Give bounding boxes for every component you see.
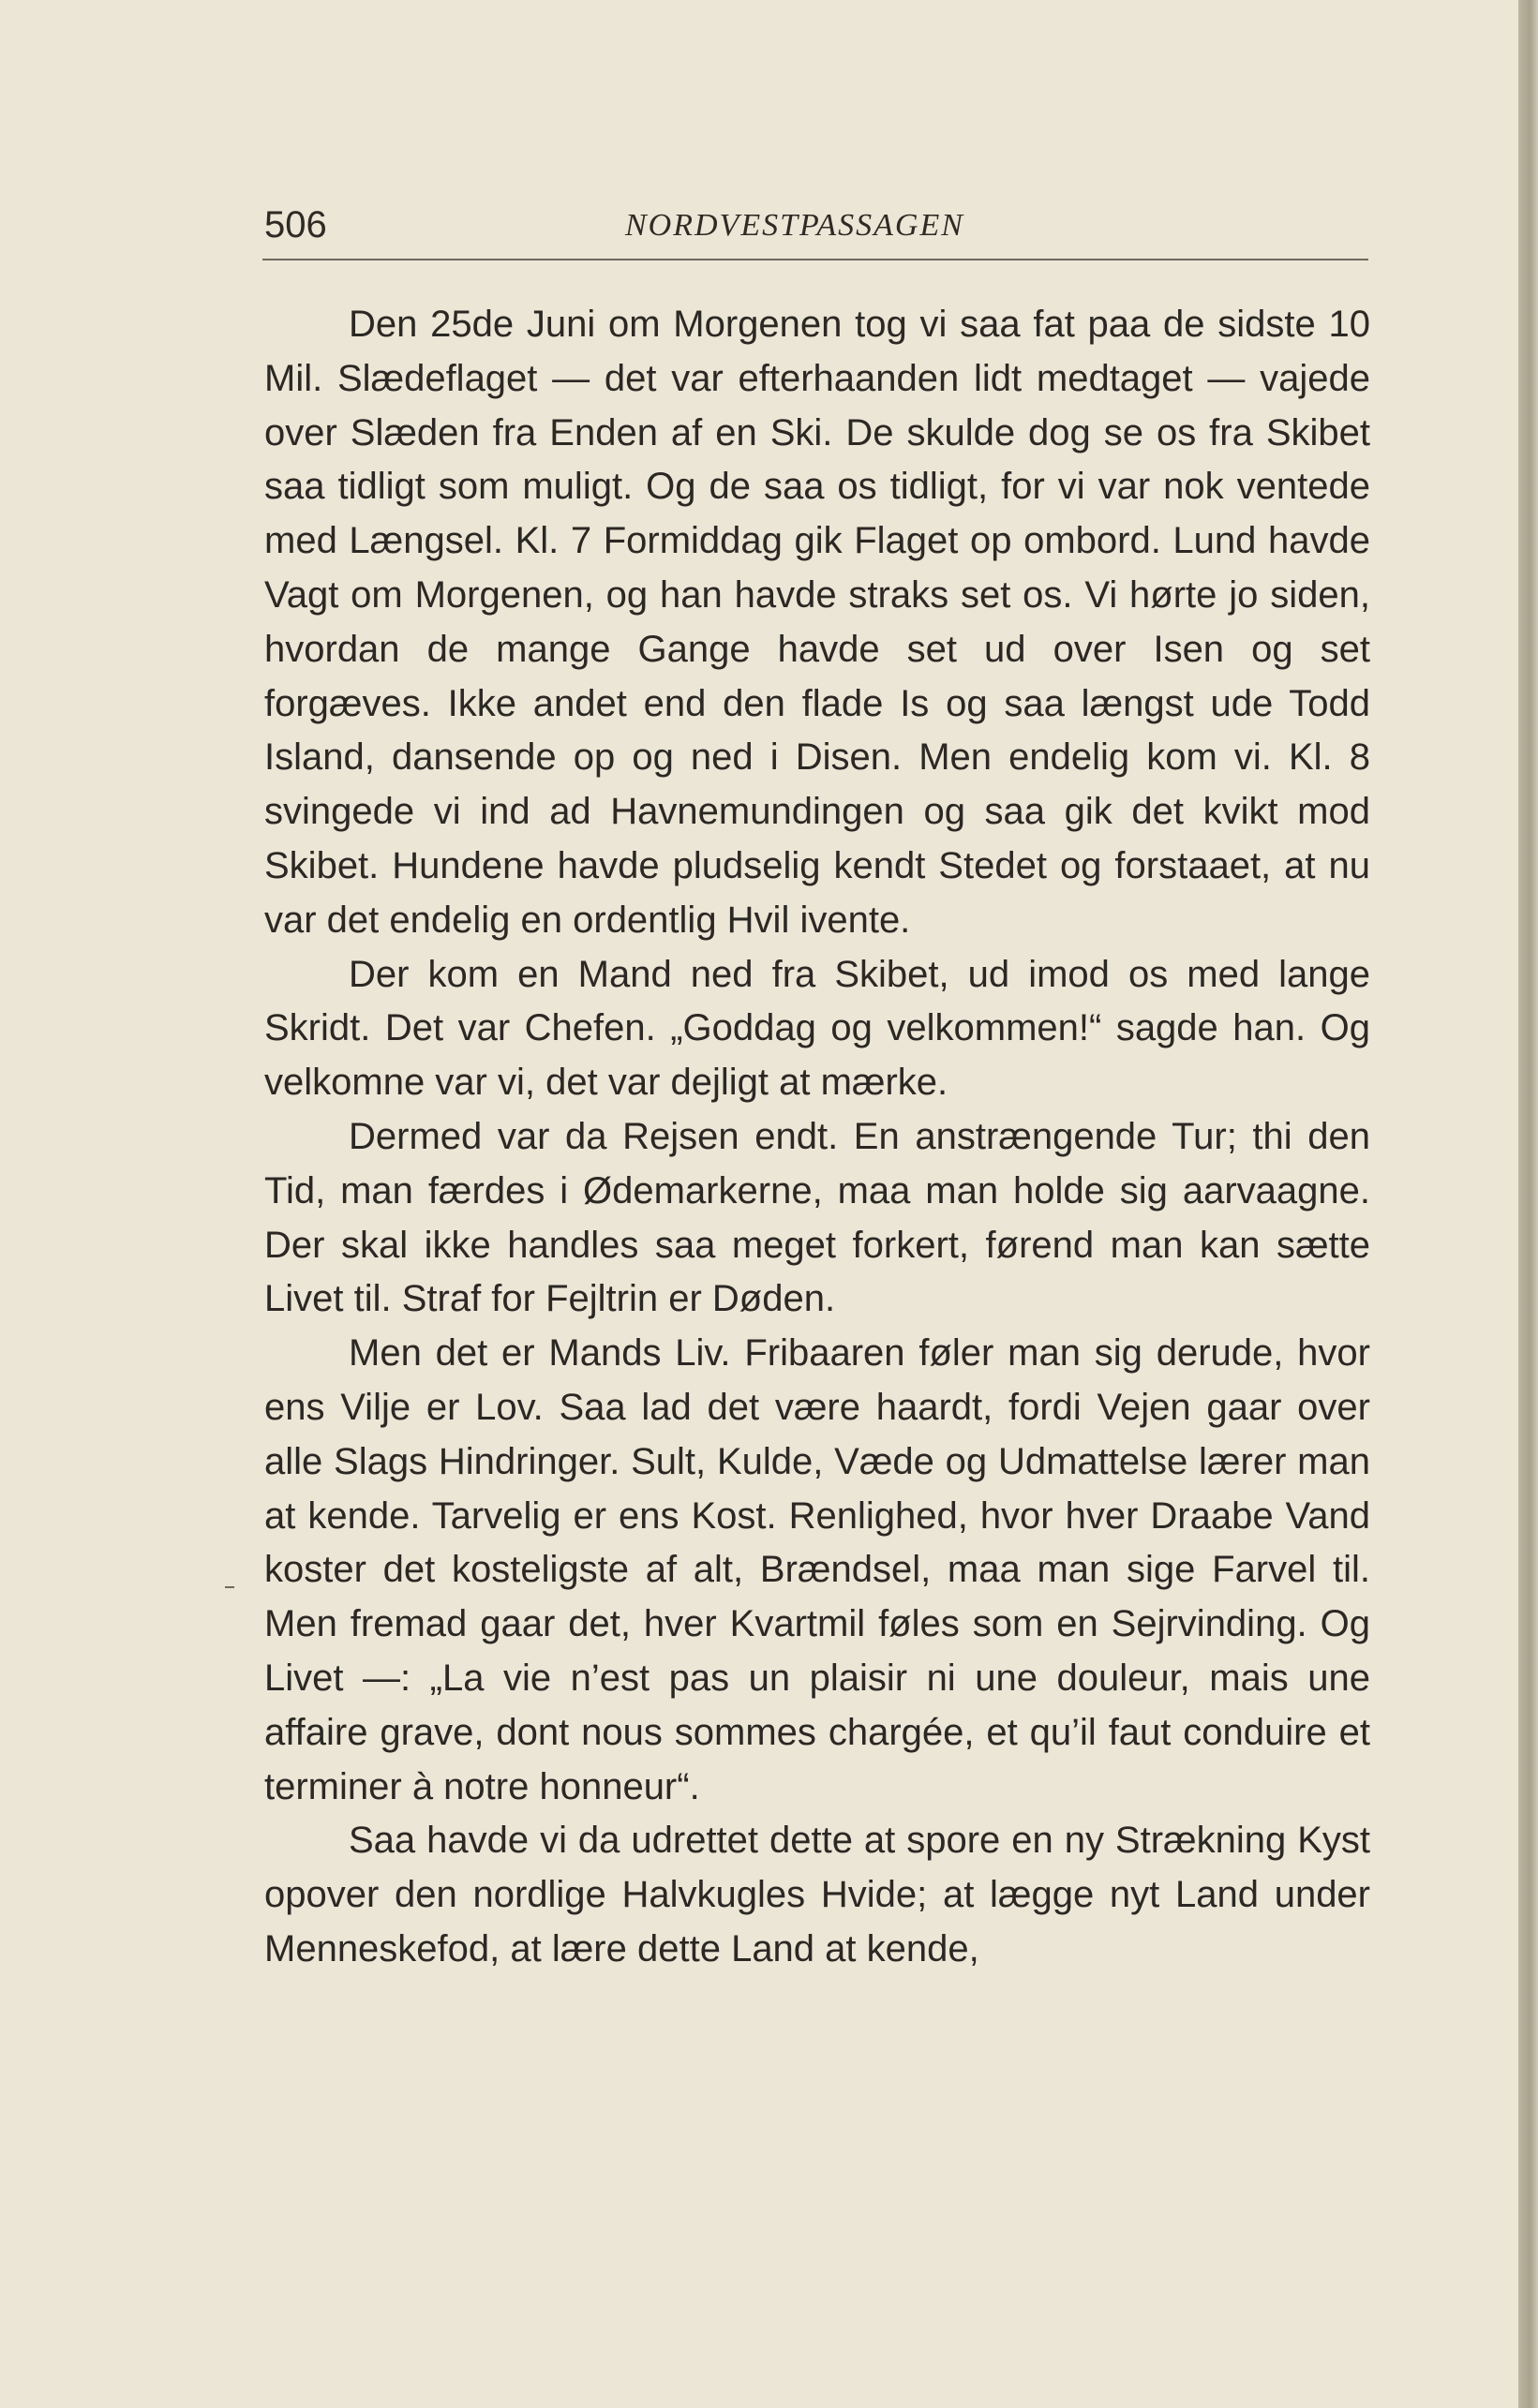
running-title: NORDVESTPASSAGEN [625,208,964,243]
paragraph-3: Dermed var da Rejsen endt. En anstrængende Tur; thi den Tid, man færdes i Ødemarkerne, maa man holde sig aarvaagne. Der skal ikke handles saa meget forkert, førend man kan sætte Livet til. Straf for Fejltrin er Døden. [264,1115,1370,1320]
page-number: 506 [264,204,327,245]
paragraph-1: Den 25de Juni om Morgenen tog vi saa fat paa de sidste 10 Mil. Slædeflaget — det var efterhaanden lidt medtaget — vajede over Slæden fra Enden af en Ski. De skulde dog se os fra Skibet saa tidligt som muligt. Og de saa os tidligt, for vi var nok ventede med Længsel. Kl. 7 Formiddag gik Flaget op ombord. Lund havde Vagt om Morgenen, og han havde straks set os. Vi hørte jo siden, hvordan de mange Gange havde set ud over Isen og set forgæves. Ikke andet end den flade Is og saa længst ude Todd Island, dansende op og ned i Disen. Men endelig kom vi. Kl. 8 svingede vi ind ad Havnemundingen og saa gik det kvikt mod Skibet. Hundene havde pludselig kendt Stedet og forstaaet, at nu var det endelig en ordentlig Hvil ivente. [264,304,1370,941]
paragraph-4: Men det er Mands Liv. Fribaaren føler man sig derude, hvor ens Vilje er Lov. Saa lad det være haardt, fordi Vejen gaar over alle Slags Hindringer. Sult, Kulde, Væde og Udmattelse lærer man at kende. Tarvelig er ens Kost. Renlighed, hvor hver Draabe Vand koster det kosteligste af alt, Brændsel, maa man sige Farvel til. Men fremad gaar det, hver Kvartmil føles som en Sejrvinding. Og Livet —: „La vie n’est pas un plaisir ni une douleur, mais une affaire grave, dont nous sommes chargée, et qu’il faut conduire et terminer à notre honneur“. [264,1332,1370,1807]
margin-mark [225,1586,234,1588]
body-text [264,298,1370,1977]
paragraph-5: Saa havde vi da udrettet dette at spore en ny Strækning Kyst opover den nordlige Halvkugles Hvide; at lægge nyt Land under Menneskefod, at lære dette Land at kende, [264,1820,1370,1970]
page-edge [1518,0,1538,2408]
page-header [264,204,1370,260]
paragraph-2: Der kom en Mand ned fra Skibet, ud imod os med lange Skridt. Det var Chefen. „Goddag og velkommen!“ sagde han. Og velkomne var vi, det var dejligt at mærke. [264,953,1370,1104]
header-rule [262,259,1368,260]
